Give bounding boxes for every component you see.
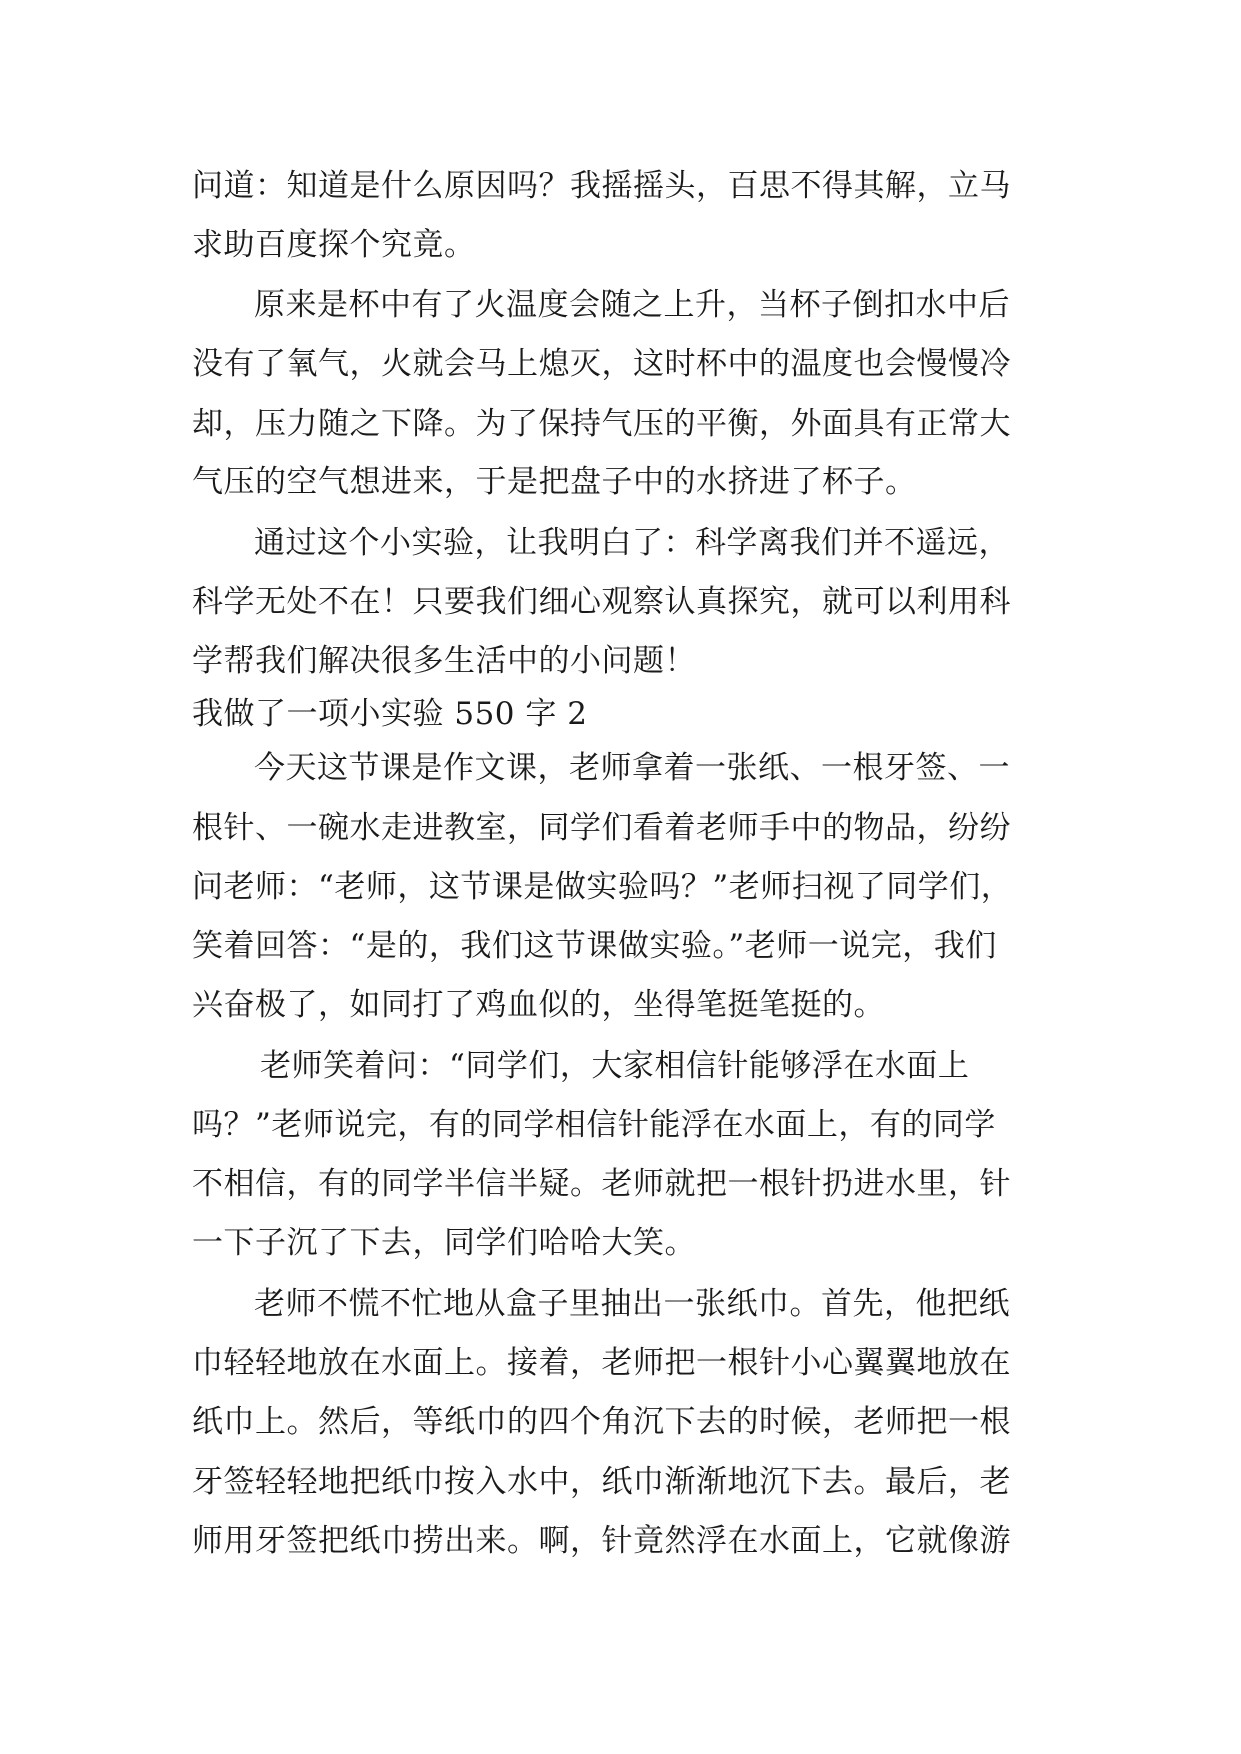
- text-line: 科学无处不在！只要我们细心观察认真探究，就可以利用科: [192, 584, 1011, 620]
- text-line: 牙签轻轻地把纸巾按入水中，纸巾渐渐地沉下去。最后，老: [192, 1464, 1011, 1500]
- text-line: 求助百度探个究竟。: [192, 227, 476, 263]
- text-line: 巾轻轻地放在水面上。接着，老师把一根针小心翼翼地放在: [192, 1345, 1011, 1381]
- text-line: 笑着回答：“是的，我们这节课做实验。”老师一说完，我们: [192, 928, 997, 964]
- text-line: 问老师：“老师，这节课是做实验吗？”老师扫视了同学们，: [192, 869, 1013, 905]
- text-line: 没有了氧气，火就会马上熄灭，这时杯中的温度也会慢慢冷: [192, 346, 1011, 382]
- text-line: 气压的空气想进来，于是把盘子中的水挤进了杯子。: [192, 464, 917, 500]
- paragraph-start-line: 老师笑着问：“同学们，大家相信针能够浮在水面上: [260, 1048, 970, 1084]
- text-line: 一下子沉了下去，同学们哈哈大笑。: [192, 1225, 696, 1261]
- paragraph-start-line: 通过这个小实验，让我明白了：科学离我们并不遥远，: [254, 525, 1010, 561]
- text-line: 学帮我们解决很多生活中的小问题！: [192, 643, 696, 679]
- section-heading: 我做了一项小实验 550 字 2: [192, 696, 588, 732]
- text-line: 却，压力随之下降。为了保持气压的平衡，外面具有正常大: [192, 406, 1011, 442]
- paragraph-start-line: 原来是杯中有了火温度会随之上升，当杯子倒扣水中后: [254, 287, 1010, 323]
- text-line: 不相信，有的同学半信半疑。老师就把一根针扔进水里，针: [192, 1166, 1011, 1202]
- paragraph-start-line: 今天这节课是作文课，老师拿着一张纸、一根牙签、一: [254, 750, 1010, 786]
- text-line: 根针、一碗水走进教室，同学们看着老师手中的物品，纷纷: [192, 810, 1011, 846]
- text-line: 问道：知道是什么原因吗？我摇摇头，百思不得其解，立马: [192, 168, 1011, 204]
- text-line: 兴奋极了，如同打了鸡血似的，坐得笔挺笔挺的。: [192, 987, 885, 1023]
- text-line: 吗？”老师说完，有的同学相信针能浮在水面上，有的同学: [192, 1107, 996, 1143]
- text-line: 师用牙签把纸巾捞出来。啊，针竟然浮在水面上，它就像游: [192, 1523, 1011, 1559]
- text-line: 纸巾上。然后，等纸巾的四个角沉下去的时候，老师把一根: [192, 1404, 1011, 1440]
- paragraph-start-line: 老师不慌不忙地从盒子里抽出一张纸巾。首先，他把纸: [254, 1286, 1010, 1322]
